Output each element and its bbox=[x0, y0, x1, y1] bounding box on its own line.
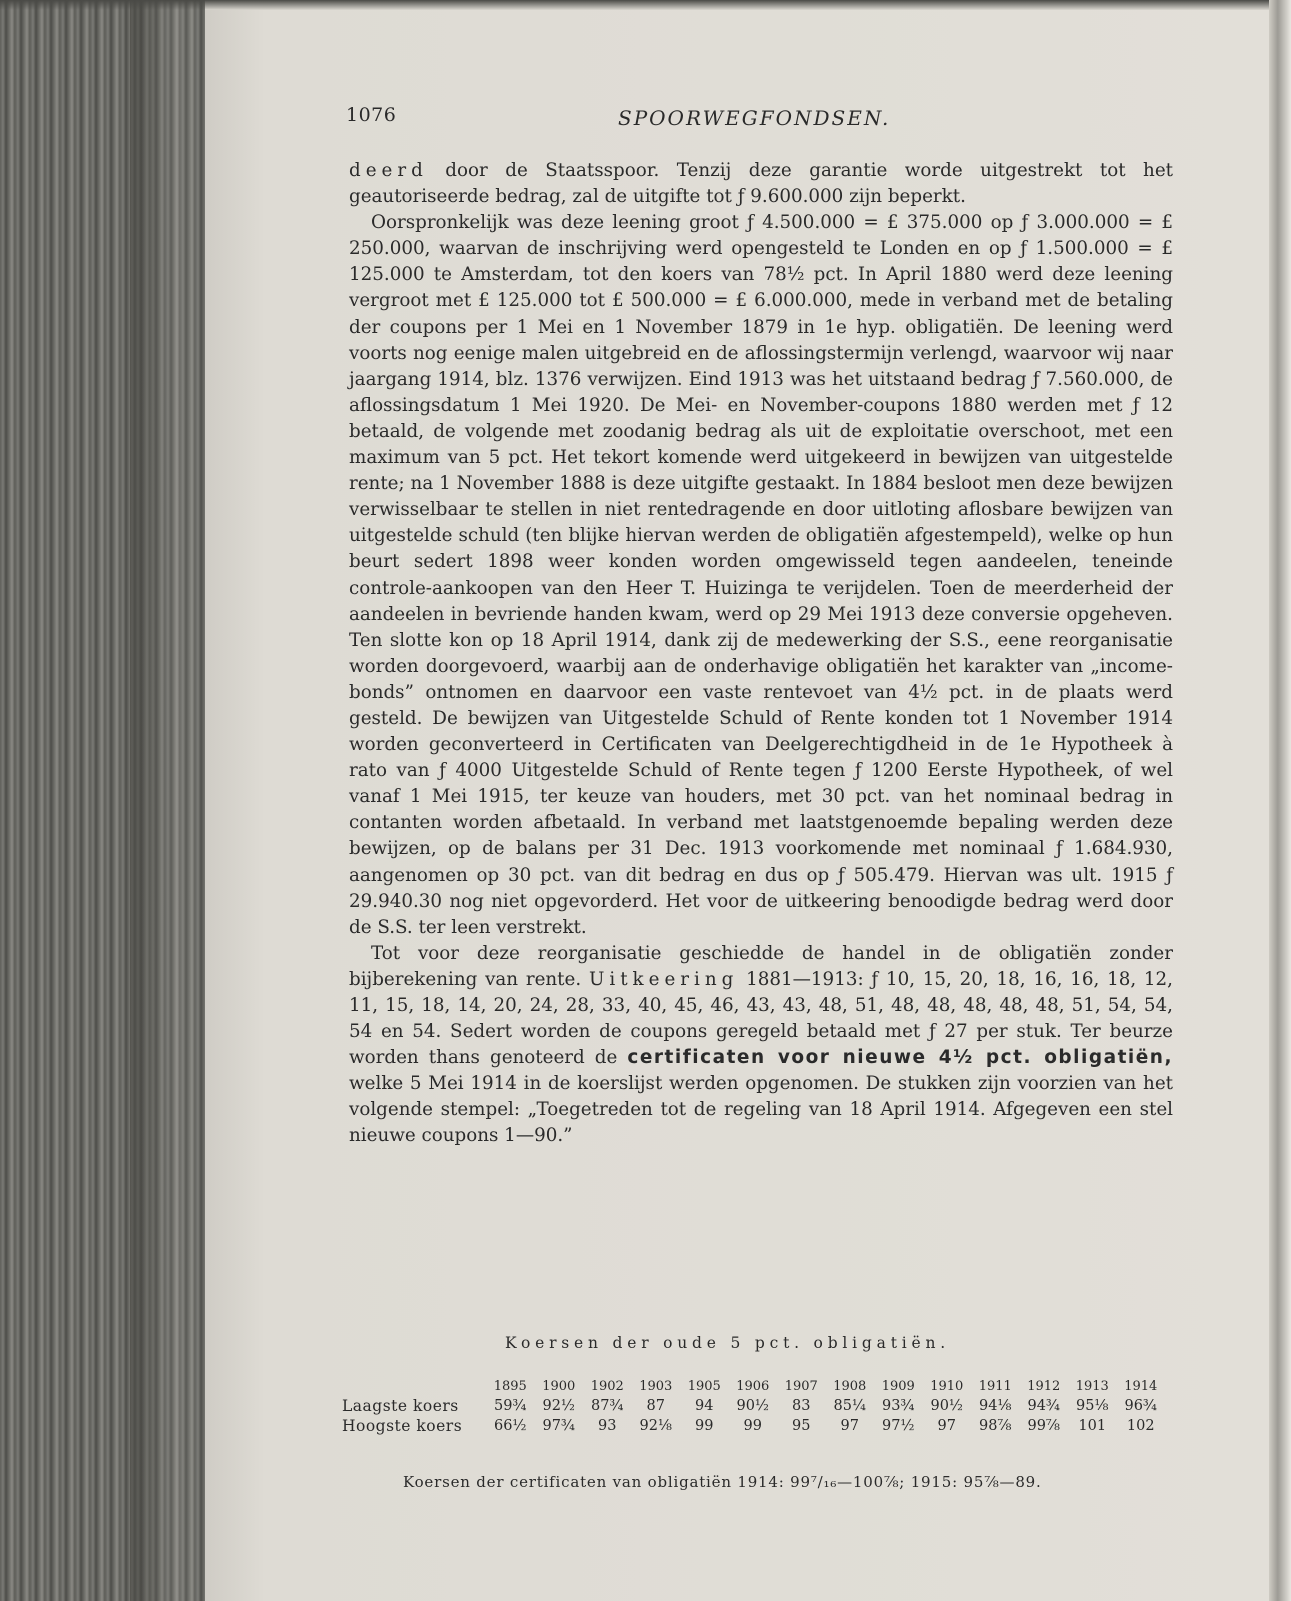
table-cell: 99 bbox=[695, 1418, 714, 1434]
table-cell: 90½ bbox=[930, 1398, 963, 1414]
table-cell: 87 bbox=[646, 1398, 665, 1414]
paragraph-text: Tot voor deze reorganisatie geschiedde de handel in de obligatiën zonder bijberekening van rente. bbox=[349, 942, 1173, 990]
table-cell: 99⅞ bbox=[1027, 1418, 1060, 1434]
table-cell: 98⅞ bbox=[978, 1418, 1012, 1434]
table-cell: 83 bbox=[792, 1398, 811, 1414]
table-cell: 97 bbox=[840, 1418, 859, 1434]
table-cell: 101 bbox=[1078, 1418, 1107, 1434]
year-header: 1895 bbox=[493, 1378, 527, 1394]
binding-shadow bbox=[130, 0, 205, 1601]
paragraph bbox=[349, 158, 1173, 210]
table-row bbox=[342, 1416, 1165, 1436]
year-header: 1903 bbox=[639, 1378, 673, 1394]
right-page-edge bbox=[1269, 0, 1291, 1601]
paragraph-text: Oorspronkelijk was deze leening groot ƒ 4.500.000 = £ 375.000 op ƒ 3.000.000 = £ 250.000, waarvan de inschrijving werd opengesteld te Londen en op ƒ 1.500.000 = £ 125.000 te Amsterdam, tot den koers van 78½ pct. In April 1880 werd deze leening vergroot met £ 125.000 tot £ 500.000 = £ 6.000.000, mede in verband met de betaling der coupons per 1 Mei en 1 November 1879 in 1e hyp. obligatiën. De leening werd voorts nog eenige malen uitgebreid en de aflossingstermijn verlengd, waarvoor wij naar jaargang 1914, blz. 1376 verwijzen. Eind 1913 was het uitstaand bedrag ƒ 7.560.000, de aflossingsdatum 1 Mei 1920. De Mei- en November-coupons 1880 werden met ƒ 12 betaald, de volgende met zoodanig bedrag als uit de exploitatie overschoot, met een maximum van 5 pct. Het tekort komende werd uitgekeerd in bewijzen van uitgestelde rente; na 1 November 1888 is deze uitgifte gestaakt. In 1884 besloot men deze bewijzen verwisselbaar te stellen in niet rentedragende en door uitloting aflosbare bewijzen van uitgestelde schuld (ten blijke hiervan werden de obligatiën afgestempeld), welke op hun beurt sedert 1898 weer konden worden omgewisseld tegen aandeelen, teneinde controle-aankoopen van den Heer T. Huizinga te verijdelen. Toen de meerderheid der aandeelen in bevriende handen kwam, werd op 29 Mei 1913 deze conversie opgeheven. Ten slotte kon op 18 April 1914, dank zij de medewerking der S.S., eene reorganisatie worden doorgevoerd, waarbij aan de onderhavige obligatiën het karakter van „income-bonds” ontnomen en daarvoor een vaste rentevoet van 4½ pct. in de plaats werd gesteld. De bewijzen van Uitgestelde Schuld of Rente konden tot 1 November 1914 worden geconverteerd in Certificaten van Deelgerechtigdheid in de 1e Hypotheek à rato van ƒ 4000 Uitgestelde Schuld of Rente tegen ƒ 1200 Eerste Hypotheek, of wel vanaf 1 Mei 1915, ter keuze van houders, met 30 pct. van het nominaal bedrag in contanten worden afbetaald. In verband met laatstgenoemde bepaling werden deze bewijzen, op de balans per 31 Dec. 1913 voorkomende met nominaal ƒ 1.684.930, aangenomen op 30 pct. van dit bedrag en dus op ƒ 505.479. Hiervan was ult. 1915 ƒ 29.940.30 nog niet opgevorderd. Het voor de uitkeering benoodigde bedrag werd door de S.S. ter leen verstrekt. bbox=[349, 212, 1173, 938]
paragraph bbox=[349, 210, 1173, 941]
paragraph-text: welke 5 Mei 1914 in de koerslijst werden opgenomen. De stukken zijn voorzien van het volgende stempel: „Toegetreden tot de regeling van 18 April 1914. Afgegeven een stel nieuwe coupons 1—90.” bbox=[349, 1073, 1173, 1147]
year-header: 1908 bbox=[833, 1378, 867, 1394]
table-cell: 99 bbox=[743, 1418, 762, 1434]
table-cell: 97½ bbox=[881, 1418, 915, 1434]
spaced-text: Uitkeering bbox=[588, 968, 739, 990]
koersen-header-row bbox=[342, 1376, 1165, 1396]
table-cell: 97 bbox=[937, 1418, 956, 1434]
table-cell: 97¾ bbox=[542, 1418, 575, 1434]
table-cell: 92½ bbox=[542, 1398, 575, 1414]
header-spacer bbox=[342, 1376, 486, 1396]
paragraph-text: 1881—1913: ƒ 10, 15, 20, 18, 16, 16, 18, 12, 11, 15, 18, 14, 20, 24, 28, 33, 40, 45, 46, 43, 43, 48, 51, 48, 48, 48, 48, 48, 51, 54, 54, 54 en 54. Sedert worden de coupons geregeld betaald met ƒ 27 per stuk. Ter beurze worden thans genoteerd de bbox=[349, 968, 1173, 1069]
certificaten-footnote: Koersen der certificaten van obligatiën 1914: 99⁷/₁₆—100⅞; 1915: 95⅞—89. bbox=[403, 1473, 1042, 1491]
table-cell: 85¼ bbox=[833, 1398, 866, 1414]
table-cell: 59¾ bbox=[493, 1398, 527, 1414]
table-cell: 90½ bbox=[736, 1398, 769, 1414]
table-cell: 96¾ bbox=[1124, 1398, 1157, 1414]
body-text bbox=[349, 158, 1173, 1150]
table-cell: 87¾ bbox=[590, 1398, 624, 1414]
table-cell: 93¾ bbox=[881, 1398, 915, 1414]
row-label: Laagste koers bbox=[342, 1397, 459, 1415]
table-cell: 94⅛ bbox=[978, 1398, 1012, 1414]
year-header: 1902 bbox=[590, 1378, 624, 1394]
page-number: 1076 bbox=[346, 104, 397, 126]
year-header: 1906 bbox=[736, 1378, 770, 1394]
paragraph bbox=[349, 941, 1173, 1150]
year-header: 1911 bbox=[978, 1378, 1012, 1394]
year-header: 1900 bbox=[542, 1378, 576, 1394]
year-header: 1914 bbox=[1124, 1378, 1158, 1394]
row-label: Hoogste koers bbox=[342, 1417, 463, 1435]
running-title: SPOORWEGFONDSEN. bbox=[618, 106, 891, 130]
table-cell: 95⅛ bbox=[1075, 1398, 1109, 1414]
page-header bbox=[346, 104, 1186, 134]
year-header: 1909 bbox=[881, 1378, 915, 1394]
table-cell: 94 bbox=[695, 1398, 714, 1414]
year-header: 1910 bbox=[930, 1378, 964, 1394]
table-cell: 102 bbox=[1126, 1418, 1155, 1434]
koersen-table-title: Koersen der oude 5 pct. obligatiën. bbox=[505, 1334, 950, 1352]
emphasis-text: certificaten voor nieuwe 4½ pct. obligatiën, bbox=[627, 1047, 1173, 1069]
table-cell: 66½ bbox=[493, 1418, 527, 1434]
table-cell: 92⅛ bbox=[639, 1418, 672, 1434]
koersen-table bbox=[342, 1376, 1165, 1436]
spaced-text: deerd bbox=[349, 160, 428, 181]
year-header: 1905 bbox=[687, 1378, 721, 1394]
table-cell: 93 bbox=[598, 1418, 617, 1434]
table-row bbox=[342, 1396, 1165, 1416]
year-header: 1912 bbox=[1027, 1378, 1061, 1394]
table-cell: 94¾ bbox=[1027, 1398, 1060, 1414]
year-header: 1907 bbox=[784, 1378, 818, 1394]
table-cell: 95 bbox=[792, 1418, 811, 1434]
top-page-edge bbox=[0, 0, 1291, 10]
year-header: 1913 bbox=[1075, 1378, 1109, 1394]
paragraph-text: door de Staatsspoor. Tenzij deze garantie worde uitgestrekt tot het geautoriseerde bedrag, zal de uitgifte tot ƒ 9.600.000 zijn beperkt. bbox=[349, 160, 1173, 208]
